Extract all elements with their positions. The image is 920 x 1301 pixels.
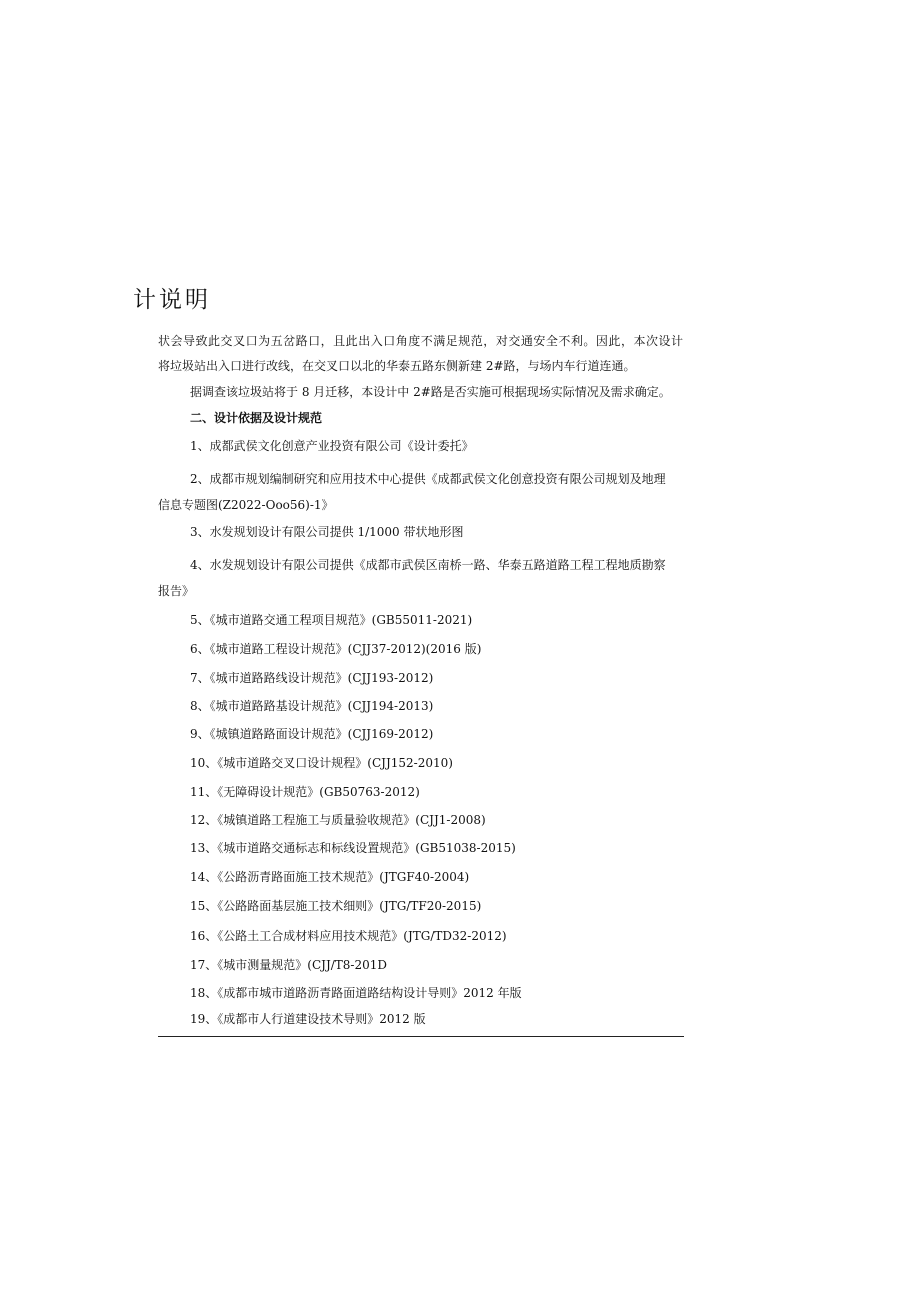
reference-item: 12、《城镇道路工程施工与质量验收规范》(CJJ1-2008) bbox=[190, 813, 486, 827]
paragraph-line: 将垃圾站出入口进行改线，在交叉口以北的华泰五路东侧新建 2#路，与场内车行道连通。 bbox=[158, 359, 636, 373]
page-title: 计说明 bbox=[133, 287, 211, 313]
paragraph-line: 据调查该垃圾站将于 8 月迁移，本设计中 2#路是否实施可根据现场实际情况及需求确定。 bbox=[190, 385, 671, 399]
reference-item: 19、《成都市人行道建设技术导则》2012 版 bbox=[190, 1012, 426, 1026]
reference-item: 18、《成都市城市道路沥青路面道路结构设计导则》2012 年版 bbox=[190, 986, 522, 1000]
footer-rule bbox=[158, 1036, 684, 1037]
reference-item: 16、《公路土工合成材料应用技术规范》(JTG/TD32-2012) bbox=[190, 929, 507, 943]
section-heading: 二、设计依据及设计规范 bbox=[190, 411, 323, 425]
reference-item: 17、《城市测量规范》(CJJ/T8-201D bbox=[190, 958, 388, 972]
reference-item: 13、《城市道路交通标志和标线设置规范》(GB51038-2015) bbox=[190, 841, 516, 855]
reference-item: 5、《城市道路交通工程项目规范》(GB55011-2021) bbox=[190, 613, 473, 627]
reference-item: 6、《城市道路工程设计规范》(CJJ37-2012)(2016 版) bbox=[190, 642, 482, 656]
reference-item-continuation: 报告》 bbox=[158, 584, 195, 598]
reference-item: 15、《公路路面基层施工技术细则》(JTG/TF20-2015) bbox=[190, 899, 482, 913]
paragraph-line: 状会导致此交叉口为五岔路口，且此出入口角度不满足规范，对交通安全不利。因此，本次设计 bbox=[158, 334, 683, 348]
reference-item: 7、《城市道路路线设计规范》(CJJ193-2012) bbox=[190, 671, 434, 685]
reference-item: 3、水发规划设计有限公司提供 1/1000 带状地形图 bbox=[190, 525, 464, 539]
reference-item: 10、《城市道路交叉口设计规程》(CJJ152-2010) bbox=[190, 756, 453, 770]
reference-item: 14、《公路沥青路面施工技术规范》(JTGF40-2004) bbox=[190, 870, 470, 884]
reference-item-continuation: 信息专题图(Z2022-Ooo56)-1》 bbox=[158, 498, 334, 512]
reference-item: 8、《城市道路路基设计规范》(CJJ194-2013) bbox=[190, 699, 434, 713]
reference-item: 2、成都市规划编制研究和应用技术中心提供《成都武侯文化创意投资有限公司规划及地理 bbox=[190, 472, 666, 486]
reference-item: 4、水发规划设计有限公司提供《成都市武侯区南桥一路、华泰五路道路工程工程地质勘察 bbox=[190, 558, 666, 572]
reference-item: 1、成都武侯文化创意产业投资有限公司《设计委托》 bbox=[190, 439, 474, 453]
reference-item: 9、《城镇道路路面设计规范》(CJJ169-2012) bbox=[190, 727, 434, 741]
reference-item: 11、《无障碍设计规范》(GB50763-2012) bbox=[190, 785, 420, 799]
